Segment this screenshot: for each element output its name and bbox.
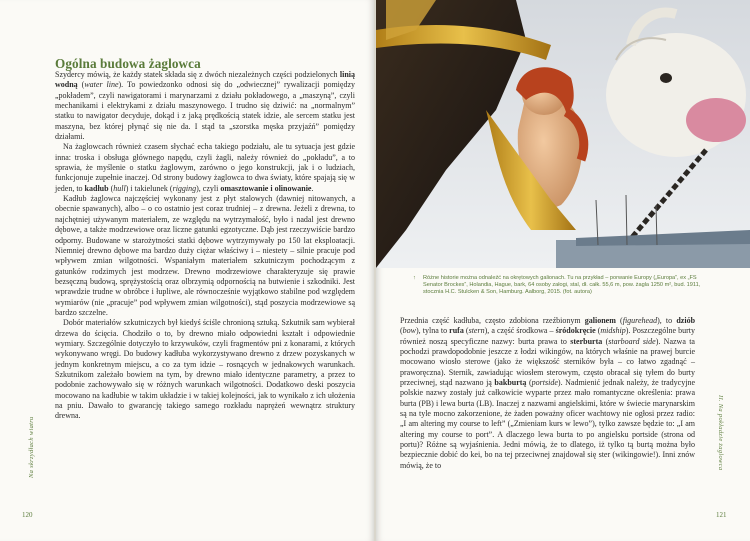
italic-term: portside: [531, 378, 558, 388]
text-run: Różne historie można odnaleźć na okrętowych galionach. Tu na przykład – porwanie Europy („Europa”, ex „FS Senator Brockes”, Holandia, Hague, bark, 64 osoby załogi, stal, dł. całk. 55,6 m, pow. żagla 1250 m², bud. 1911, stocznia H.C. Stulcken & Son, Hamburg. Aalborg, 2015. (fot. autora): [423, 275, 701, 296]
caption-arrow-icon: ↑: [413, 275, 416, 281]
text-run: (: [602, 336, 609, 346]
text-run: Na żaglowcach również czasem słychać echa takiego podziału, ale tu sytuacja jest gdzie inna: troska i obsługa głównego napędu, czyli żagli, należy również do „pokładu”, a to sprawia, że myślenie o statku żaglowym, zarówno o jego konstrukcji, jak i o ludziach, funkcjonuje zupełnie inaczej. Od strony budowy żaglowca to dwa światy, które spajają się w jeden, to: [55, 142, 355, 193]
italic-term: rigging: [172, 183, 197, 193]
text-run: (: [77, 80, 85, 90]
bold-term: sterburta: [570, 336, 603, 346]
paragraph: [55, 194, 355, 318]
text-run: Przednia część kadłuba, często zdobiona rzeźbionym: [400, 316, 585, 325]
paragraph: [55, 70, 355, 142]
right-running-head: II. Na pokładzie żaglowca: [717, 395, 724, 471]
right-page-number: 121: [716, 511, 727, 519]
text-run: (: [108, 183, 114, 193]
italic-term: hull: [113, 183, 126, 193]
figurehead-photo-drawing: [376, 0, 750, 268]
text-run: (: [463, 326, 469, 336]
left-running-head: Na skrzydłach wiatru: [28, 416, 35, 478]
text-run: Dobór materiałów szkutniczych był kiedyś ściśle chronioną sztuką. Szkutnik sam wybierał drzewa do ścięcia. Chodziło o to, by drewno miało odpowiedni kształt i odpowiednie wymiary. Szczególnie dotyczyło to krzywuków, czyli fragmentów pni z konarami, z których wykonywano wręgi. Do budowy kadłuba wykorzystywano drewno z drzew pozyskanych w jednym konkretnym miejscu, a co za tym idzie – rosnących w jednakowych warunkach. Szkutnikom zależało bowiem na tym, by drewno miało identyczne parametry, a przez to podobnie zachowywało się w różnych warunkach wilgotności. Dodatkowo deski poszycia mocowano na kadłubie w takim układzie i w takiej kolejności, jak to wynikało z ich ułożenia na pniu. Dawało to gwarancję takiego samego rozkładu naprężeń wewnątrz struktury drewna.: [55, 318, 355, 421]
text-run: ), to: [657, 316, 677, 325]
text-run: (: [400, 326, 403, 336]
paragraph: [55, 318, 355, 421]
text-run: .: [311, 183, 314, 193]
photo-caption: [413, 275, 703, 296]
left-body-text: [55, 70, 355, 422]
bold-term: kadłub: [84, 183, 109, 193]
right-body-text: [400, 316, 695, 471]
text-run: ). To powiedzonko odnosi się do „odwiecznej” rywalizacji pomiędzy „pokładem”, czyli nawigatorami i marynarzami z działu pokładowego, a „maszyną”, czyli mechanikami i elektrykami z działu maszynowego. I trudno się dziwić: na „normalnym” statku to nawigator decyduje, dokąd i z jaką prędkością statek idzie, ale sercem statku jest maszyna, bez której płynąć się nie da. I stąd ta „szorstka męska przyjaźń” pomiędzy działami.: [55, 80, 356, 142]
paragraph: [400, 316, 695, 471]
italic-term: midship: [600, 326, 626, 336]
text-run: ), a część środkowa –: [484, 326, 556, 336]
text-run: Kadłub żaglowca najczęściej wykonany jest z płyt stalowych (dawniej nitowanych, a obecnie spawanych), albo – o co ostatnio jest coraz trudniej – z drewna. Jeżeli z drewna, to najchętniej używanym materiałem, ze względu na wytrzymałość, było i nadal jest drewno dębowe, a także modrzewiowe oraz liczne gatunki egzotyczne. Dąb jest rzeczywiście bardzo odporny. Budowane w starożytności statki dębowe wytrzymywały po 150 lat eksploatacji. Niemniej drewno dębowe ma bardzo duży ciężar właściwy i – niestety – silnie pracuje pod wpływem zmian wilgotności. Wspaniałym materiałem szkutniczym pochodzącym z gatunków rodzimych jest modrzew. Drewno modrzewiowe charakteryzuje się prawie bezsęczną budową, sprężystością oraz olbrzymią odpornością na butwienie i szkodniki. Jest wprawdzie trudne w obróbce i łupliwe, ale równocześnie wyjątkowo stabilne pod względem wymiarów (nie „pracuje” pod wpływem zmian wilgotności), stąd poszycia modrzewiowe są bardzo szczelne.: [55, 194, 355, 317]
text-run: (: [615, 316, 623, 325]
italic-term: water line: [84, 80, 119, 90]
bold-term: galionem: [584, 316, 616, 325]
bold-term: omasztowanie i olinowanie: [220, 183, 312, 193]
left-page-number: 120: [22, 511, 33, 519]
bold-term: bakburtą: [494, 378, 527, 388]
bold-term: rufa: [449, 326, 464, 336]
caption-text: [423, 275, 700, 295]
text-run: (: [595, 326, 601, 336]
text-run: ), tylna to: [416, 326, 450, 336]
paragraph: [55, 142, 355, 194]
bold-term: linią wodną: [55, 70, 355, 90]
italic-term: figurehead: [622, 316, 658, 325]
bold-term: śródokręcie: [555, 326, 596, 336]
italic-term: bow: [402, 326, 417, 336]
text-run: Szydercy mówią, że każdy statek składa się z dwóch niezależnych części podzielonych: [55, 70, 340, 79]
bold-term: dziób: [676, 316, 696, 325]
text-run: ) i takielunek (: [125, 183, 173, 193]
section-heading: Ogólna budowa żaglowca: [55, 56, 201, 71]
text-run: ). Nadmienić jednak należy, że tradycyjne polskie nazwy zostały już całkowicie wyparte przez mało romantyczne określenia: prawa burta (PB) i lewa burta (LB). Inaczej z nazwami angielskimi, które w świecie marynarskim są na tyle mocno zakorzenione, że żaden poważny oficer wachtowy nie ogłosi przez radio: „I am altering my course to left” („Zmieniam kurs w lewo”), tylko zawsze będzie to: „I am altering my course to port”. A dlaczego lewa burta to po angielsku portside (strona od portu)? Różne są wyjaśnienia. Jedni mówią, że to dlatego, iż tylko tą burtą można było bezpiecznie dobić do kei, bo na tej przeciwnej znajdował się ster (wikingowie!). Inni znów mówią, że to: [400, 378, 696, 470]
text-run: ). Poszczególne burty również noszą specyficzne nazwy: burta prawa to: [400, 326, 695, 346]
text-run: ), czyli: [196, 183, 221, 193]
text-run: ). Nazwa ta pochodzi prawdopodobnie jeszcze z łodzi wikingów, na których właśnie na prawej burcie mocowano wiosło sterowe (jako że większość sterników była – co łatwo zgadnąć – praworęczna). Sternik, zawiadując wiosłem sterowym, często obracał się tyłem do burty przeciwnej, stąd nazwano ją: [400, 336, 695, 388]
text-run: (: [526, 378, 532, 388]
italic-term: stern: [468, 326, 485, 336]
figurehead-photo: [376, 0, 750, 268]
italic-term: starboard side: [608, 336, 656, 346]
